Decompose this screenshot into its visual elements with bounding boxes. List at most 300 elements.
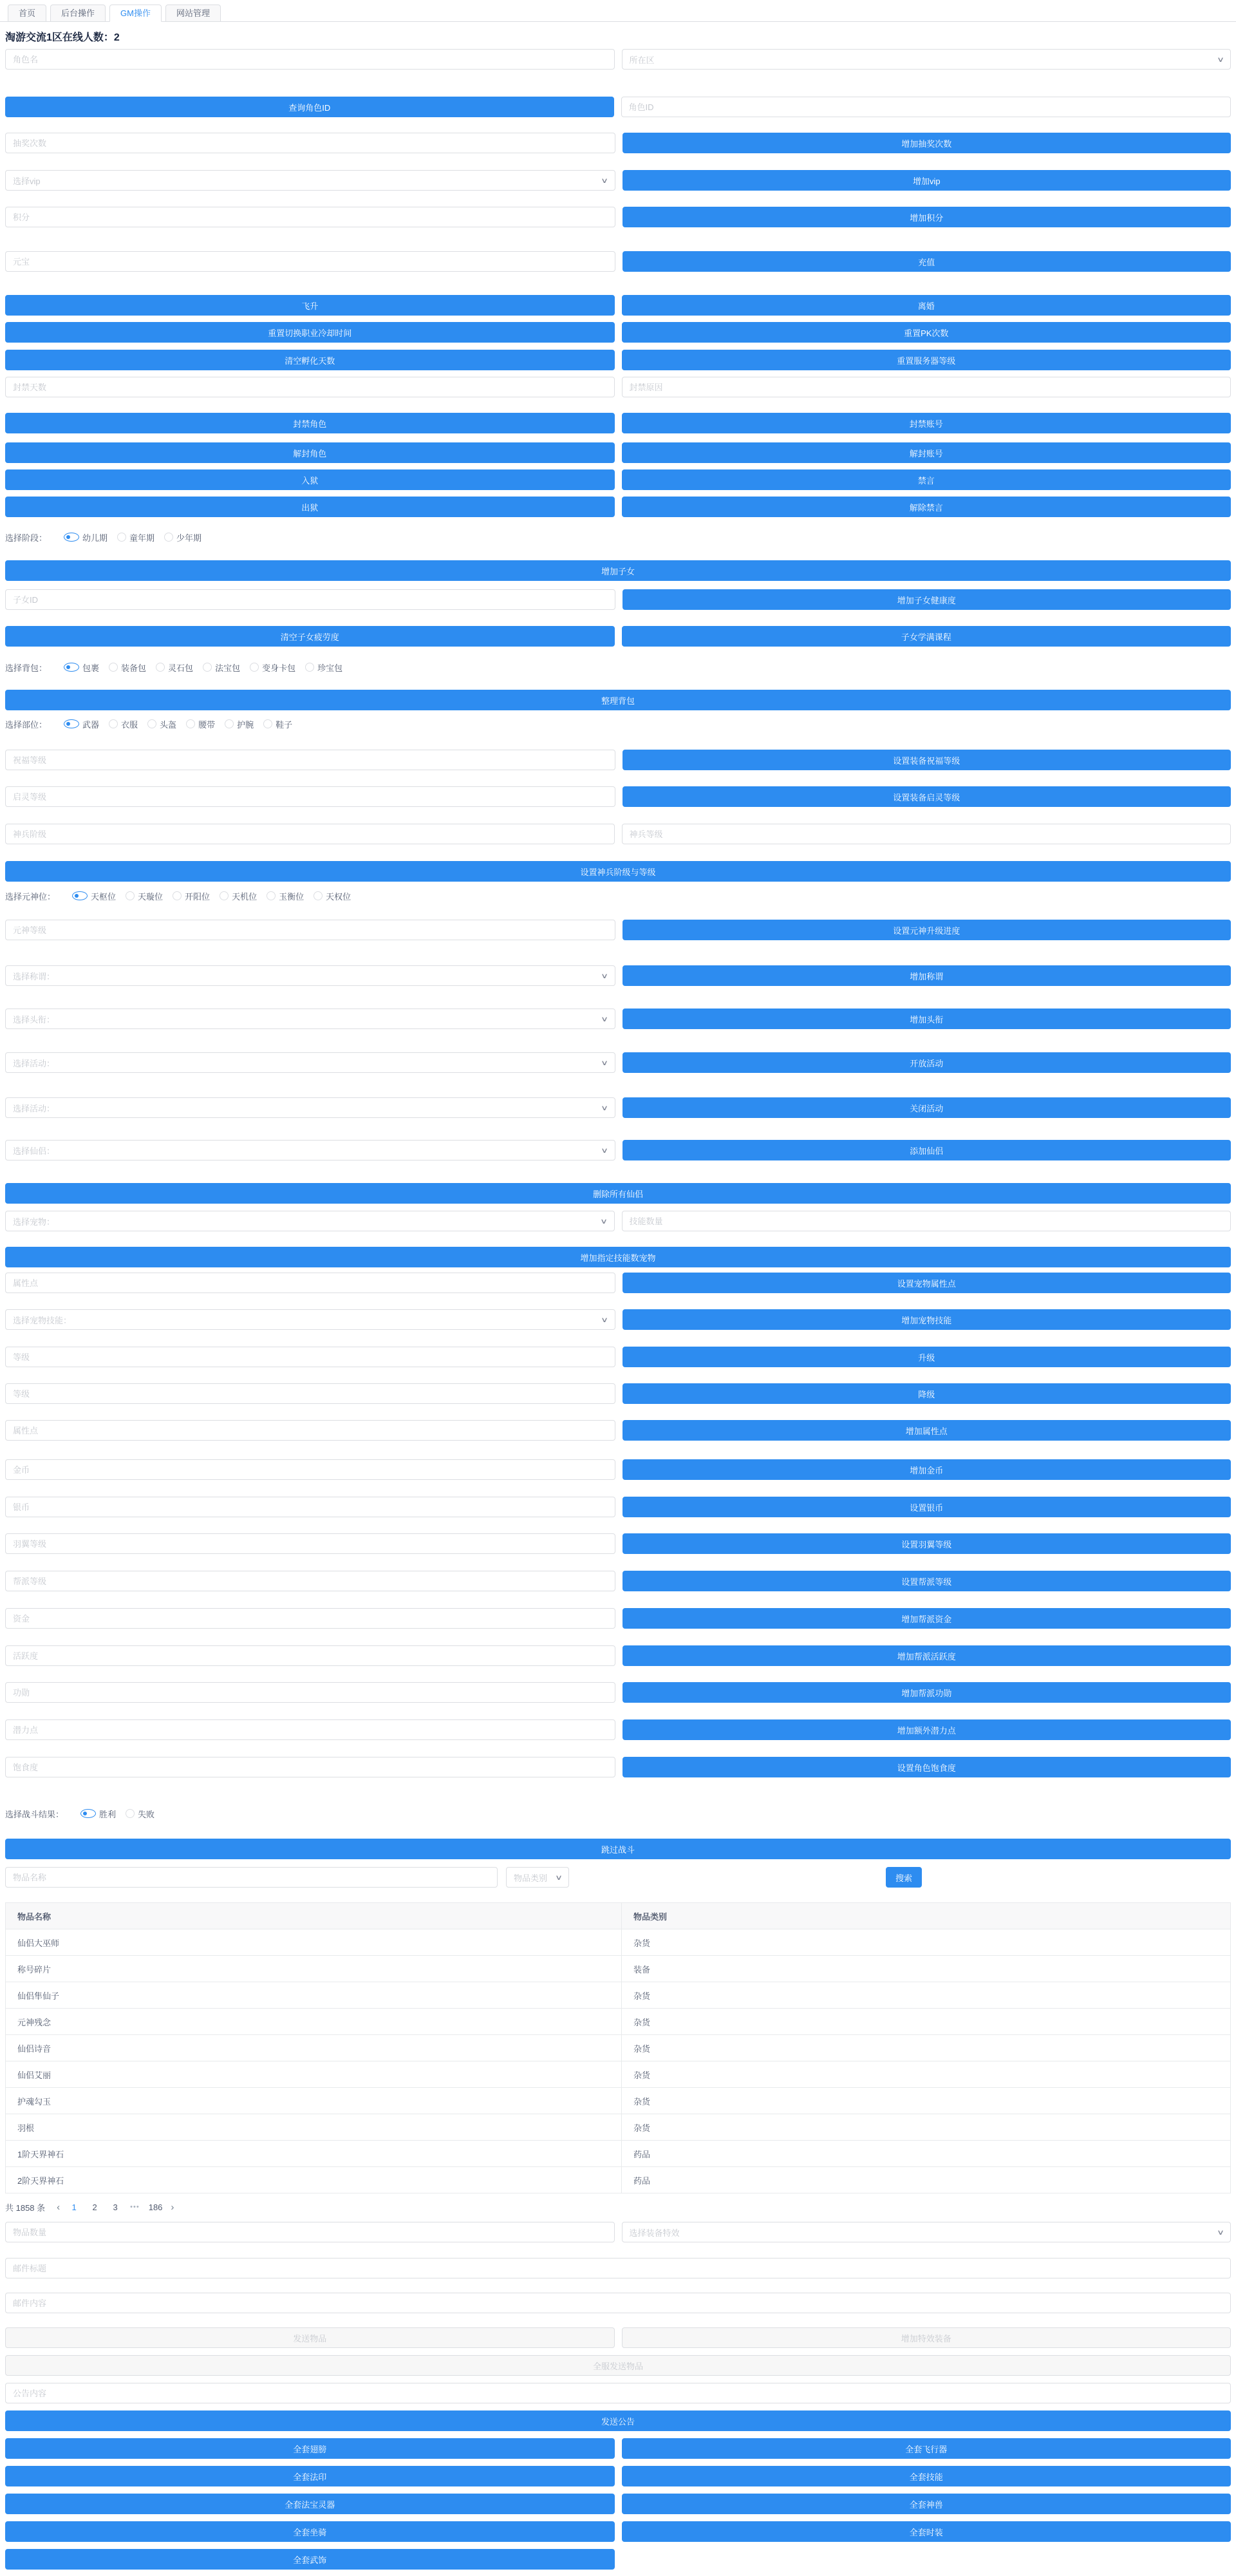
radio-icon: [117, 533, 126, 542]
full-set-seal-button[interactable]: 全套法印: [5, 2466, 615, 2486]
radio-option-label: 灵石包: [168, 663, 194, 673]
form-row: [5, 1052, 1231, 1073]
guild-activity-input[interactable]: [5, 1645, 615, 1666]
chevron-down-icon: ∨: [601, 1104, 609, 1112]
radio-option-label: 胜利: [99, 1809, 117, 1819]
table-cell: 杂货: [633, 2070, 651, 2080]
divorce-button[interactable]: 离婚: [622, 295, 1231, 316]
chengwei-select-value: 选择称谓：: [13, 971, 55, 981]
form-row: [5, 469, 1231, 490]
radio-icon: [126, 1809, 135, 1818]
delete-all-xianlv-button[interactable]: 删除所有仙侣: [5, 1183, 1231, 1204]
equip-slot-radio-group-option[interactable]: [225, 718, 254, 730]
item-category-select[interactable]: [506, 1867, 569, 1888]
add-guild-merit-button[interactable]: 增加帮派功勋: [623, 1682, 1231, 1703]
full-set-beast-button[interactable]: 全套神兽: [622, 2494, 1231, 2514]
pet-skill-select[interactable]: [5, 1309, 615, 1330]
yuanshen-slot-radio-group-option[interactable]: [173, 890, 210, 902]
radio-icon: [203, 663, 212, 672]
reset-pk-count-button[interactable]: 重置PK次数: [622, 322, 1231, 343]
potential-points-input[interactable]: [5, 1719, 615, 1740]
add-extra-potential-button[interactable]: 增加额外潜力点: [623, 1719, 1231, 1740]
form-row: [5, 2521, 1231, 2542]
bag-radio-group-option[interactable]: [156, 661, 193, 674]
radio-icon: [72, 891, 88, 900]
table-row[interactable]: [6, 1982, 1230, 2009]
form-row: [5, 560, 1231, 581]
table-cell: 装备: [633, 1964, 651, 1975]
mail-content-input[interactable]: [5, 2293, 1231, 2313]
add-pet-with-skills-button[interactable]: 增加指定技能数宠物: [5, 1247, 1231, 1267]
set-pet-attr-points-button[interactable]: 设置宠物属性点: [623, 1273, 1231, 1293]
ban-reason-input[interactable]: [622, 377, 1231, 397]
radio-icon: [64, 663, 79, 672]
table-row[interactable]: [6, 2009, 1230, 2035]
form-row: [5, 1273, 1231, 1293]
battle-result-radio-group: [5, 1807, 1231, 1820]
send-announcement-button[interactable]: 发送公告: [5, 2410, 1231, 2431]
chevron-down-icon: ∨: [601, 176, 609, 185]
radio-icon: [263, 719, 272, 728]
full-set-weapon-decor-button[interactable]: 全套武饰: [5, 2549, 615, 2570]
pagination-total: 共 1858 条: [5, 2202, 46, 2213]
satiety-input[interactable]: [5, 1757, 615, 1777]
add-pet-skill-button[interactable]: 增加宠物技能: [623, 1309, 1231, 1330]
skill-count-input[interactable]: [622, 1211, 1231, 1231]
mute-button[interactable]: 禁言: [622, 469, 1231, 490]
column-header: 物品名称: [6, 1903, 622, 1929]
bag-radio-group-label: 选择背包：: [5, 663, 48, 673]
add-guild-activity-button[interactable]: 增加帮派活跃度: [623, 1645, 1231, 1666]
child-finish-courses-button[interactable]: 子女学满课程: [622, 626, 1231, 647]
add-attr-points-button[interactable]: 增加属性点: [623, 1420, 1231, 1441]
form-row: [5, 2355, 1231, 2376]
role-name-input[interactable]: [5, 49, 615, 70]
form-row: [5, 690, 1231, 710]
radio-icon: [109, 663, 118, 672]
add-gold-button[interactable]: 增加金币: [623, 1459, 1231, 1480]
reset-job-cooldown-button[interactable]: 重置切换职业冷却时间: [5, 322, 615, 343]
send-item-all-server-button: 全服发送物品: [5, 2355, 1231, 2376]
table-cell: 称号碎片: [6, 1956, 622, 1982]
yuanshen-slot-radio-group-option[interactable]: [220, 890, 257, 902]
prev-page-button[interactable]: ‹: [57, 2201, 61, 2213]
ascend-button[interactable]: 飞升: [5, 295, 615, 316]
yuanshen-slot-radio-group-label: 选择元神位：: [5, 891, 56, 902]
form-row: [5, 1247, 1231, 1267]
radio-option-label: 失败: [138, 1809, 155, 1819]
table-cell: 杂货: [633, 2017, 651, 2027]
table-row[interactable]: [6, 1956, 1230, 1982]
form-row: [5, 1211, 1231, 1231]
radio-icon: [64, 533, 79, 542]
server-zone-select[interactable]: [622, 49, 1231, 70]
table-cell: 药品: [633, 2175, 651, 2186]
column-header: 物品类别: [633, 1911, 668, 1922]
shenbing-stage-input[interactable]: [5, 824, 615, 844]
full-set-fashion-button[interactable]: 全套时装: [622, 2521, 1231, 2542]
form-row: [5, 377, 1231, 397]
unmute-button[interactable]: 解除禁言: [622, 497, 1231, 517]
bag-radio-group-option[interactable]: [109, 661, 146, 674]
close-activity-button[interactable]: 关闭活动: [623, 1097, 1231, 1118]
equip-slot-radio-group-option[interactable]: [186, 718, 215, 730]
set-satiety-button[interactable]: 设置角色饱食度: [623, 1757, 1231, 1777]
ban-account-button[interactable]: 封禁账号: [622, 413, 1231, 433]
add-chengwei-button[interactable]: 增加称谓: [623, 965, 1231, 986]
table-cell: 杂货: [633, 1991, 651, 2001]
mail-title-input[interactable]: [5, 2258, 1231, 2278]
radio-icon: [305, 663, 314, 672]
table-cell: 药品: [633, 2149, 651, 2159]
page-title: 淘游交流1区在线人数：2: [5, 32, 120, 43]
stage-radio-group-option[interactable]: [64, 531, 108, 544]
form-row: [5, 824, 1231, 844]
table-row[interactable]: [6, 1929, 1230, 1956]
next-page-button[interactable]: ›: [171, 2201, 174, 2213]
full-set-skill-button[interactable]: 全套技能: [622, 2466, 1231, 2486]
table-row[interactable]: [6, 2141, 1230, 2167]
form-row: [5, 965, 1231, 986]
radio-icon: [109, 719, 118, 728]
form-row: [5, 1533, 1231, 1554]
bag-radio-group-option[interactable]: [250, 661, 295, 674]
form-row: [5, 2410, 1231, 2431]
form-row: [5, 1009, 1231, 1029]
page-number[interactable]: 1: [71, 2202, 77, 2212]
add-effect-equip-button: 增加特效装备: [622, 2327, 1231, 2348]
form-row: [5, 786, 1231, 807]
radio-icon: [225, 719, 234, 728]
equip-effect-select[interactable]: [622, 2222, 1231, 2242]
unban-role-button[interactable]: 解封角色: [5, 442, 615, 463]
silver-input[interactable]: [5, 1497, 615, 1517]
announcement-input[interactable]: [5, 2383, 1231, 2403]
form-row: [5, 133, 1231, 153]
tab-site-mgmt[interactable]: 网站管理: [165, 5, 221, 22]
yuanbao-input[interactable]: [5, 251, 615, 272]
table-cell: 杂货: [633, 2043, 651, 2054]
form-row: [5, 1839, 1231, 1859]
table-header: [6, 1903, 1230, 1929]
table-cell: 杂货: [633, 2096, 651, 2107]
add-child-button[interactable]: 增加子女: [5, 560, 1231, 581]
yuanshen-slot-radio-group-option[interactable]: [314, 890, 351, 902]
ban-role-button[interactable]: 封禁角色: [5, 413, 615, 433]
lottery-count-input[interactable]: [5, 133, 615, 153]
bag-radio-group-option[interactable]: [305, 661, 342, 674]
set-wing-level-button[interactable]: 设置羽翼等级: [623, 1533, 1231, 1554]
level-down-button[interactable]: 降级: [623, 1383, 1231, 1404]
radio-icon: [173, 891, 182, 900]
form-row: [5, 1459, 1231, 1480]
form-row: [5, 861, 1231, 882]
set-equip-qiling-level-button[interactable]: 设置装备启灵等级: [623, 786, 1231, 807]
page-number[interactable]: 2: [92, 2202, 97, 2212]
form-row: [5, 413, 1231, 433]
activity-open-select[interactable]: [5, 1052, 615, 1073]
bag-radio-group-option[interactable]: [64, 661, 99, 674]
table-cell: 仙侣艾丽: [6, 2061, 622, 2087]
form-row: [5, 497, 1231, 517]
radio-option-label: 头盔: [160, 719, 177, 730]
touxian-select-value: 选择头衔：: [13, 1014, 55, 1025]
full-set-wings-button[interactable]: 全套翅膀: [5, 2438, 615, 2459]
radio-option-label: 腰带: [198, 719, 216, 730]
unban-account-button[interactable]: 解封账号: [622, 442, 1231, 463]
level-up-input[interactable]: [5, 1347, 615, 1367]
page-number[interactable]: 3: [113, 2202, 118, 2212]
form-row: [5, 589, 1231, 610]
form-row: [5, 2258, 1231, 2278]
qiling-level-input[interactable]: [5, 786, 615, 807]
chevron-down-icon: ∨: [601, 1015, 609, 1023]
server-zone-select-value: 所在区: [629, 55, 655, 65]
release-jail-button[interactable]: 出狱: [5, 497, 615, 517]
set-shenbing-stage-level-button[interactable]: 设置神兵阶级与等级: [5, 861, 1231, 882]
yuanshen-level-input[interactable]: [5, 920, 615, 940]
form-row: [5, 2327, 1231, 2348]
table-row[interactable]: [6, 2167, 1230, 2193]
radio-option-label: 鞋子: [276, 719, 293, 730]
battle-result-radio-group-option[interactable]: [126, 1808, 154, 1820]
bag-radio-group: [5, 661, 1231, 674]
table-row[interactable]: [6, 2114, 1230, 2141]
radio-icon: [147, 719, 156, 728]
query-role-id-button[interactable]: 查询角色ID: [5, 97, 614, 117]
pet-skill-select-value: 选择宠物技能：: [13, 1315, 72, 1325]
form-row: [5, 1420, 1231, 1441]
guild-level-input[interactable]: [5, 1571, 615, 1591]
gm-panel: [0, 29, 1236, 2576]
radio-option-label: 开阳位: [185, 891, 211, 902]
radio-option-label: 童年期: [129, 533, 155, 543]
radio-icon: [267, 891, 276, 900]
table-row[interactable]: [6, 2035, 1230, 2061]
form-row: [5, 750, 1231, 770]
radio-icon: [164, 533, 173, 542]
yuanshen-slot-radio-group: [5, 889, 1231, 902]
stage-radio-group-label: 选择阶段：: [5, 533, 48, 543]
yuanshen-slot-radio-group-option[interactable]: [267, 890, 304, 902]
vip-select-value: 选择vip: [13, 176, 41, 186]
page-number[interactable]: 186: [148, 2202, 163, 2212]
add-guild-funds-button[interactable]: 增加帮派资金: [623, 1608, 1231, 1629]
pet-select[interactable]: [5, 1211, 615, 1231]
guild-funds-input[interactable]: [5, 1608, 615, 1629]
item-search-bar: [5, 1867, 1231, 1888]
clear-hatch-days-button[interactable]: 清空孵化天数: [5, 350, 615, 370]
stage-radio-group-option[interactable]: [117, 531, 154, 544]
radio-option-label: 变身卡包: [262, 663, 296, 673]
radio-option-label: 天枢位: [91, 891, 117, 902]
equip-slot-radio-group-option[interactable]: [263, 718, 292, 730]
add-child-health-button[interactable]: 增加子女健康度: [623, 589, 1231, 610]
full-set-fabao-button[interactable]: 全套法宝灵器: [5, 2494, 615, 2514]
form-row: [5, 1608, 1231, 1629]
open-activity-button[interactable]: 开放活动: [623, 1052, 1231, 1073]
chevron-down-icon: ∨: [601, 1316, 609, 1324]
tab-bar: [0, 0, 1236, 22]
table-cell: 2阶天界神石: [6, 2167, 622, 2193]
radio-option-label: 天机位: [232, 891, 258, 902]
form-row: [5, 1183, 1231, 1204]
form-row: [5, 251, 1231, 272]
add-touxian-button[interactable]: 增加头衔: [623, 1009, 1231, 1029]
guild-merit-input[interactable]: [5, 1682, 615, 1703]
radio-option-label: 装备包: [121, 663, 147, 673]
form-row: [5, 1719, 1231, 1740]
radio-option-label: 衣服: [121, 719, 138, 730]
form-row: [5, 97, 1231, 117]
stage-radio-group: [5, 531, 1231, 544]
form-row: [5, 442, 1231, 463]
bag-radio-group-option[interactable]: [203, 661, 240, 674]
shenbing-level-input[interactable]: [622, 824, 1231, 844]
yuanshen-slot-radio-group-option[interactable]: [126, 890, 163, 902]
points-input[interactable]: [5, 207, 615, 227]
pet-select-value: 选择宠物：: [13, 1217, 55, 1227]
form-row: [5, 1757, 1231, 1777]
table-cell: 仙侣大巫师: [6, 1929, 622, 1955]
yuanshen-slot-radio-group-option[interactable]: [72, 890, 116, 902]
activity-close-select[interactable]: [5, 1097, 615, 1118]
form-row: [5, 920, 1231, 940]
form-row: [5, 322, 1231, 343]
item-count-input[interactable]: [5, 2222, 615, 2242]
radio-icon: [156, 663, 165, 672]
clear-child-fatigue-button[interactable]: 清空子女疲劳度: [5, 626, 615, 647]
tab-backend-ops[interactable]: 后台操作: [50, 5, 106, 22]
form-row: [5, 1097, 1231, 1118]
touxian-select[interactable]: [5, 1009, 615, 1029]
set-silver-button[interactable]: 设置银币: [623, 1497, 1231, 1517]
role-id-input[interactable]: [621, 97, 1231, 117]
skip-battle-button[interactable]: 跳过战斗: [5, 1839, 1231, 1859]
gold-input[interactable]: [5, 1459, 615, 1480]
form-row: [5, 1140, 1231, 1160]
table-cell: 1阶天界神石: [6, 2141, 622, 2166]
form-row: [5, 295, 1231, 316]
battle-result-radio-group-label: 选择战斗结果：: [5, 1809, 64, 1819]
chengwei-select[interactable]: [5, 965, 615, 986]
chevron-down-icon: ∨: [554, 1873, 563, 1882]
tab-home[interactable]: 首页: [8, 5, 46, 22]
radio-option-label: 少年期: [176, 533, 202, 543]
jail-button[interactable]: 入狱: [5, 469, 615, 490]
chevron-down-icon: ∨: [601, 1059, 609, 1067]
add-points-button[interactable]: 增加积分: [623, 207, 1231, 227]
item-name-input[interactable]: [5, 1867, 498, 1888]
level-down-input[interactable]: [5, 1383, 615, 1404]
full-set-mount-button[interactable]: 全套坐骑: [5, 2521, 615, 2542]
radio-icon: [220, 891, 229, 900]
radio-option-label: 幼儿期: [82, 533, 108, 543]
radio-option-label: 法宝包: [215, 663, 241, 673]
form-row: [5, 2293, 1231, 2313]
radio-option-label: 包裹: [82, 663, 100, 673]
ellipsis-icon: •••: [130, 2203, 140, 2211]
equip-slot-radio-group-option[interactable]: [147, 718, 176, 730]
form-row: [5, 1645, 1231, 1666]
add-xianlv-button[interactable]: 添加仙侣: [623, 1140, 1231, 1160]
radio-option-label: 玉衡位: [279, 891, 304, 902]
full-set-aircraft-button[interactable]: 全套飞行器: [622, 2438, 1231, 2459]
item-category-select-value: 物品类别: [514, 1873, 548, 1883]
set-guild-level-button[interactable]: 设置帮派等级: [623, 1571, 1231, 1591]
child-id-input[interactable]: [5, 589, 615, 610]
table-cell: 杂货: [633, 1938, 651, 1948]
form-row: [5, 2222, 1231, 2242]
form-row: [5, 170, 1231, 191]
reset-server-level-button[interactable]: 重置服务器等级: [622, 350, 1231, 370]
ban-days-input[interactable]: [5, 377, 615, 397]
form-row: [5, 2494, 1231, 2514]
add-lottery-count-button[interactable]: 增加抽奖次数: [623, 133, 1231, 153]
pagination: [5, 2197, 1231, 2217]
table-row[interactable]: [6, 2061, 1230, 2088]
search-button[interactable]: 搜索: [886, 1867, 922, 1888]
chevron-down-icon: ∨: [1216, 2228, 1225, 2237]
radio-icon: [250, 663, 259, 672]
sort-bag-button[interactable]: 整理背包: [5, 690, 1231, 710]
bless-level-input[interactable]: [5, 750, 615, 770]
form-row: [5, 2549, 1231, 2570]
form-row: [5, 49, 1231, 70]
wing-level-input[interactable]: [5, 1533, 615, 1554]
pet-attr-points-input[interactable]: [5, 1273, 615, 1293]
table-cell: 羽根: [6, 2114, 622, 2140]
form-row: [5, 350, 1231, 370]
tab-gm-ops[interactable]: GM操作: [109, 5, 162, 22]
equip-effect-select-value: 选择装备特效: [629, 2228, 680, 2238]
table-row[interactable]: [6, 2088, 1230, 2114]
chevron-down-icon: ∨: [601, 972, 609, 980]
radio-option-label: 武器: [82, 719, 100, 730]
form-row: [5, 1347, 1231, 1367]
form-row: [5, 1309, 1231, 1330]
radio-icon: [126, 891, 135, 900]
set-equip-bless-level-button[interactable]: 设置装备祝福等级: [623, 750, 1231, 770]
table-cell: 杂货: [633, 2123, 651, 2133]
equip-slot-radio-group-option[interactable]: [64, 718, 99, 730]
xianlv-select[interactable]: [5, 1140, 615, 1160]
radio-option-label: 护腕: [237, 719, 254, 730]
radio-icon: [186, 719, 195, 728]
form-row: [5, 1383, 1231, 1404]
recharge-button[interactable]: 充值: [623, 251, 1231, 272]
vip-select[interactable]: [5, 170, 615, 191]
stage-radio-group-option[interactable]: [164, 531, 201, 544]
equip-slot-radio-group-label: 选择部位：: [5, 719, 48, 730]
form-row: [5, 2438, 1231, 2459]
send-item-button: 发送物品: [5, 2327, 615, 2348]
form-row: [5, 1682, 1231, 1703]
items-table: [5, 1902, 1231, 2193]
table-cell: 元神残念: [6, 2009, 622, 2034]
radio-icon: [314, 891, 323, 900]
form-row: [5, 1571, 1231, 1591]
add-vip-button[interactable]: 增加vip: [623, 170, 1231, 191]
level-up-button[interactable]: 升级: [623, 1347, 1231, 1367]
radio-icon: [80, 1809, 96, 1818]
chevron-down-icon: ∨: [601, 1146, 609, 1155]
equip-slot-radio-group-option[interactable]: [109, 718, 138, 730]
activity-open-select-value: 选择活动：: [13, 1058, 55, 1068]
set-yuanshen-upgrade-button[interactable]: 设置元神升级进度: [623, 920, 1231, 940]
battle-result-radio-group-option[interactable]: [80, 1808, 116, 1820]
attr-points-input[interactable]: [5, 1420, 615, 1441]
